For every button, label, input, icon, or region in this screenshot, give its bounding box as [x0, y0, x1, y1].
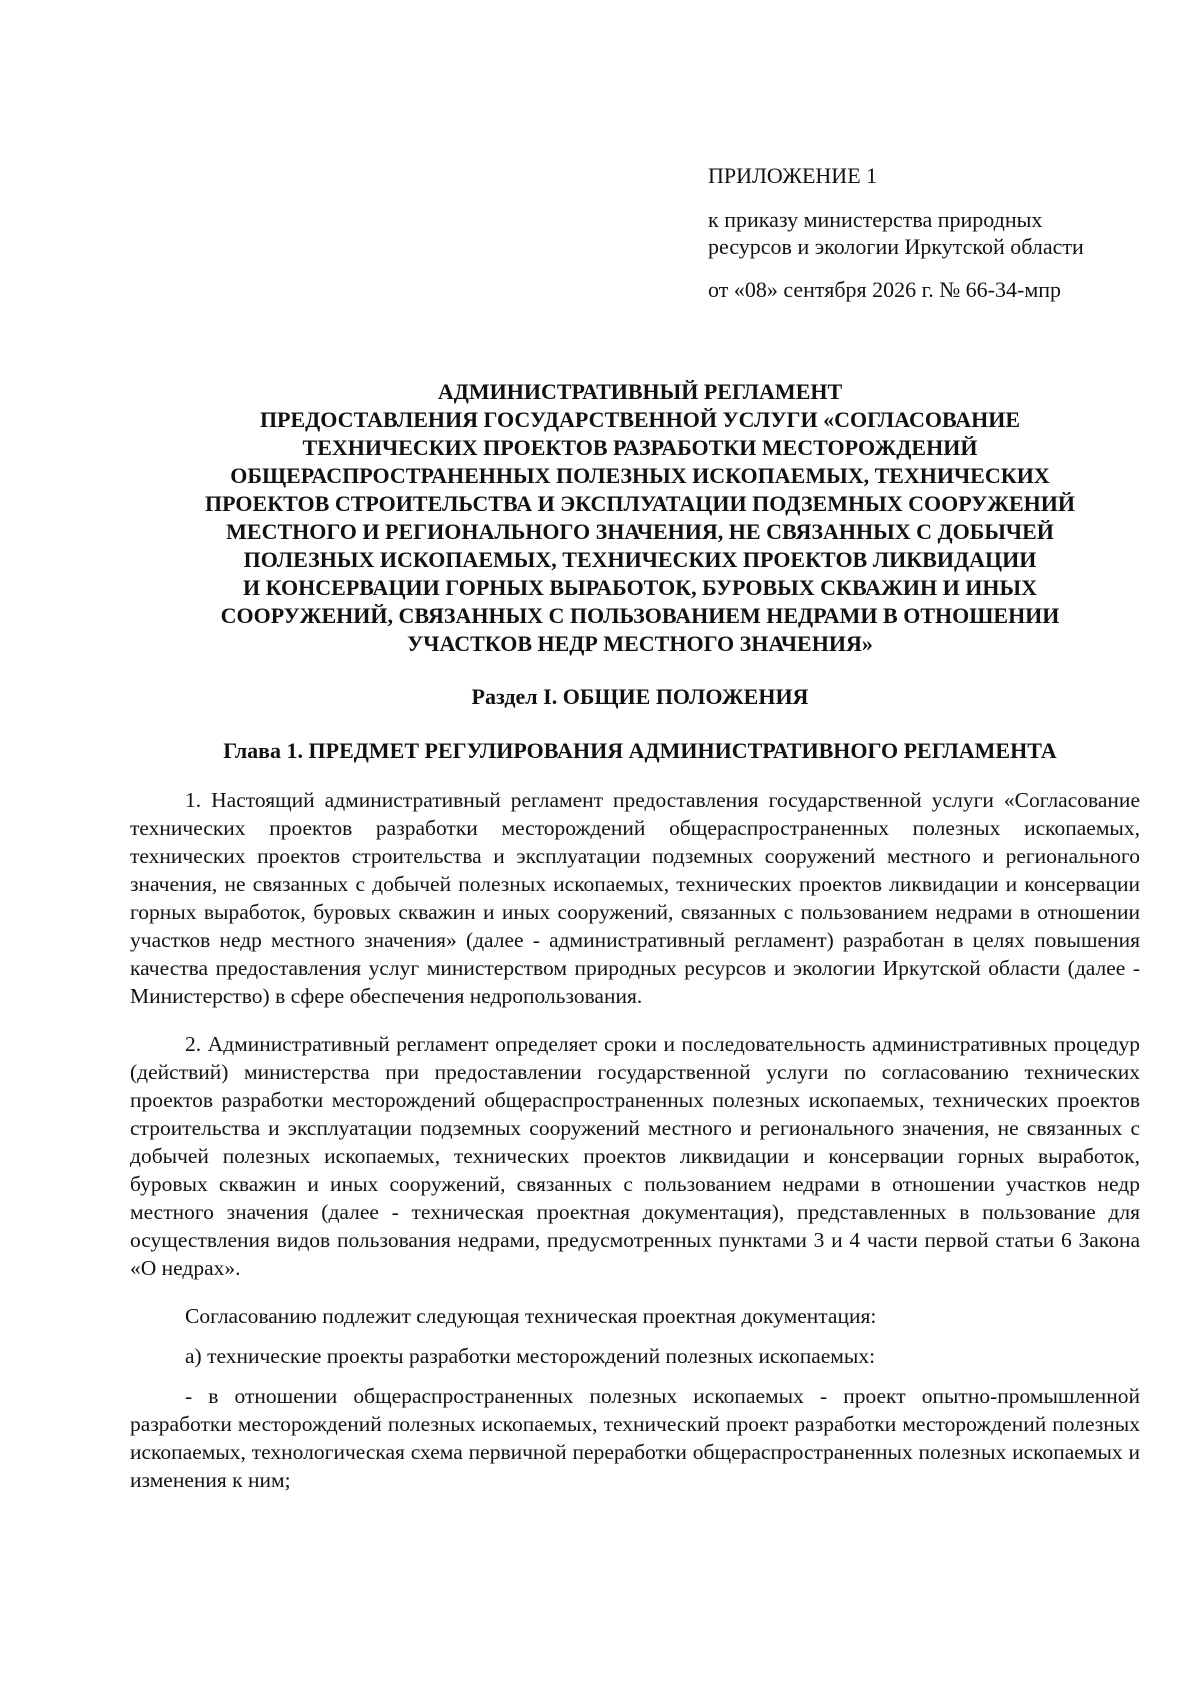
- title-line: СООРУЖЕНИЙ, СВЯЗАННЫХ С ПОЛЬЗОВАНИЕМ НЕДРАМИ В ОТНОШЕНИИ: [220, 603, 1060, 628]
- appendix-date: от «08» сентября 2026 г. № 66-34-мпр: [708, 277, 1062, 302]
- title-line: ОБЩЕРАСПРОСТРАНЕННЫХ ПОЛЕЗНЫХ ИСКОПАЕМЫХ, ТЕХНИЧЕСКИХ: [230, 463, 1050, 488]
- appendix-ref-line-1: к приказу министерства природных: [708, 207, 1043, 232]
- paragraph-item-a: а) технические проекты разработки месторождений полезных ископаемых:: [185, 1344, 876, 1368]
- appendix-reference: [708, 206, 1148, 260]
- title-line: ТЕХНИЧЕСКИХ ПРОЕКТОВ РАЗРАБОТКИ МЕСТОРОЖДЕНИЙ: [302, 435, 978, 460]
- title-line: ПРОЕКТОВ СТРОИТЕЛЬСТВА И ЭКСПЛУАТАЦИИ ПОДЗЕМНЫХ СООРУЖЕНИЙ: [204, 491, 1076, 516]
- paragraph-item-a-bullet: - в отношении общераспространенных полезных ископаемых - проект опытно-промышленной разработки месторождений полезных ископаемых, технический проект разработки месторождений полезных ископаемых, технологическая схема первичной переработки общераспространенных полезных ископаемых и изменения к ним;: [130, 1384, 1140, 1492]
- title-line: МЕСТНОГО И РЕГИОНАЛЬНОГО ЗНАЧЕНИЯ, НЕ СВЯЗАННЫХ С ДОБЫЧЕЙ: [226, 519, 1054, 544]
- document-body: [130, 786, 1140, 1494]
- appendix-block: [708, 162, 1148, 303]
- title-line: ПОЛЕЗНЫХ ИСКОПАЕМЫХ, ТЕХНИЧЕСКИХ ПРОЕКТОВ ЛИКВИДАЦИИ: [243, 547, 1037, 572]
- document-title: [120, 378, 1160, 658]
- appendix-title: ПРИЛОЖЕНИЕ 1: [708, 163, 878, 188]
- paragraph-2: 2. Административный регламент определяет сроки и последовательность административных процедур (действий) министерства при предоставлении государственной услуги по согласованию технических проектов разработки месторождений общераспространенных полезных ископаемых, технических проектов строительства и эксплуатации подземных сооружений местного и регионального значения, не связанных с добычей полезных ископаемых, технических проектов ликвидации и консервации горных выработок, буровых скважин и иных сооружений, связанных с пользованием недрами в отношении участков недр местного значения (далее - техническая проектная документация), представленных в пользование для осуществления видов пользования недрами, предусмотренных пунктами 3 и 4 части первой статьи 6 Закона «О недрах».: [130, 1032, 1140, 1280]
- title-line: И КОНСЕРВАЦИИ ГОРНЫХ ВЫРАБОТОК, БУРОВЫХ СКВАЖИН И ИНЫХ: [243, 575, 1037, 600]
- title-line: ПРЕДОСТАВЛЕНИЯ ГОСУДАРСТВЕННОЙ УСЛУГИ «СОГЛАСОВАНИЕ: [259, 407, 1021, 432]
- title-line: АДМИНИСТРАТИВНЫЙ РЕГЛАМЕНТ: [437, 379, 843, 404]
- chapter-heading: Глава 1. ПРЕДМЕТ РЕГУЛИРОВАНИЯ АДМИНИСТРАТИВНОГО РЕГЛАМЕНТА: [223, 738, 1057, 763]
- section-heading: Раздел I. ОБЩИЕ ПОЛОЖЕНИЯ: [471, 684, 809, 709]
- appendix-ref-line-2: ресурсов и экологии Иркутской области: [708, 234, 1084, 259]
- paragraph-1: 1. Настоящий административный регламент предоставления государственной услуги «Согласование технических проектов разработки месторождений общераспространенных полезных ископаемых, технических проектов строительства и эксплуатации подземных сооружений местного и регионального значения, не связанных с добычей полезных ископаемых, технических проектов ликвидации и консервации горных выработок, буровых скважин и иных сооружений, связанных с пользованием недрами в отношении участков недр местного значения» (далее - административный регламент) разработан в целях повышения качества предоставления услуг министерством природных ресурсов и экологии Иркутской области (далее - Министерство) в сфере обеспечения недропользования.: [130, 788, 1140, 1008]
- paragraph-approval-intro: Согласованию подлежит следующая техническая проектная документация:: [185, 1304, 877, 1328]
- title-line: УЧАСТКОВ НЕДР МЕСТНОГО ЗНАЧЕНИЯ»: [407, 631, 873, 656]
